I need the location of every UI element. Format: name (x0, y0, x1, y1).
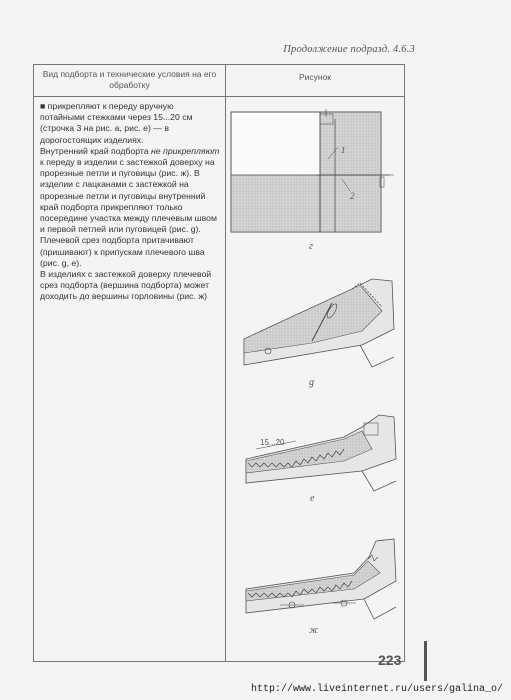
paragraph-neckline: В изделиях с застежкой доверху плечевой срез подборта (вершина подборта) может доходить до вершины горловины (рис. ж) (40, 269, 212, 302)
dimension-label: 15...20 (260, 438, 285, 447)
callout-1: 1 (341, 145, 346, 155)
figure-label-d: g (309, 377, 314, 388)
content-table (33, 64, 405, 662)
figure-e-facing-attached (244, 411, 399, 501)
description-text (40, 101, 220, 303)
figure-label-g: г (309, 241, 313, 252)
figure-label-e: е (310, 493, 315, 504)
running-title: Продолжение подразд. 4.6.3 (283, 44, 415, 55)
source-url[interactable]: http://www.liveinternet.ru/users/galina_o/ (251, 684, 504, 695)
emphasis-not-attached: не прикрепляют (151, 145, 220, 156)
paragraph-not-attached: Внутренний край подборта не прикрепляют к переду в изделии с застежкой доверху на прорезные петли и пуговицы (рис. ж). В изделии с лацканами с застежкой на прорезные петли и пуговицы внутренний край подборта прикрепляют только посередине участка между плечевым швом и первой петлей или пуговицей (рис. g). (40, 145, 220, 235)
figure-zh-facing-full (244, 533, 399, 623)
figure-d-lapel-facing (242, 271, 397, 371)
column-divider (225, 65, 226, 661)
figure-g-facing-grid (230, 109, 395, 249)
paragraph-hand-stitch: ■ прикрепляют к переду вручную потайными стежками через 15...20 см (строчка 3 на рис. а, рис. е) — в дорогостоящих изделиях. (40, 101, 193, 145)
page-number: 223 (378, 652, 402, 668)
column-header-description: Вид подборта и технические условия на его обработку (42, 69, 217, 90)
page-number-bar (424, 641, 427, 681)
column-header-figure: Рисунок (298, 72, 332, 82)
paragraph-shoulder-seam: Плечевой срез подборта притачивают (пришивают) к припускам плечевого шва (рис. g, е). (40, 235, 205, 268)
callout-2: 2 (350, 191, 355, 201)
figure-label-zh: ж (309, 625, 319, 636)
